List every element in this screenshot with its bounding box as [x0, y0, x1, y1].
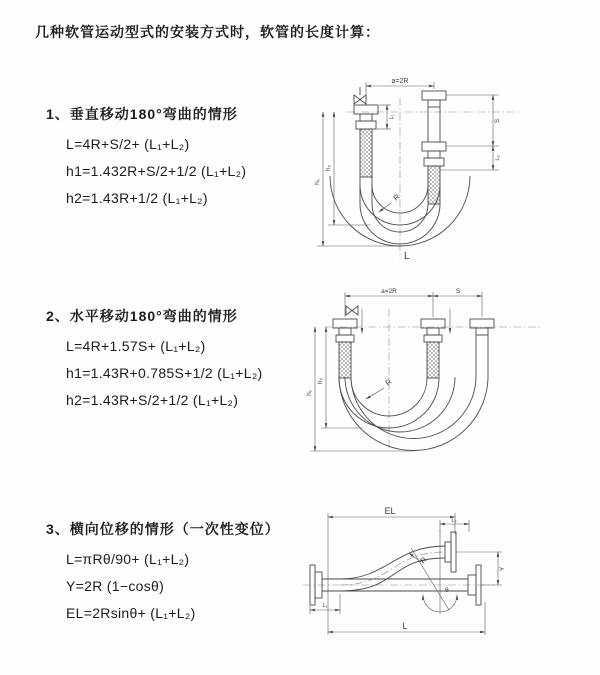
section-vertical-180 — [46, 104, 246, 212]
hose-u-bend — [339, 376, 488, 451]
braid-section — [360, 129, 372, 177]
formula-l: L=4R+1.57S+ (L₁+L₂) — [66, 338, 206, 354]
hose-s-curve — [340, 532, 456, 591]
dim-label-l: L — [402, 621, 408, 631]
radius-label: R — [391, 192, 402, 203]
section-3-heading: 3、横向位移的情形（一次性变位） — [46, 521, 280, 537]
dim-label-a2r: a=2R — [391, 78, 409, 85]
dim-label-l1: L₁ — [322, 603, 328, 609]
formula-l: L=πRθ/90+ (L₁+L₂) — [66, 551, 190, 567]
angle-label: θ — [445, 587, 449, 594]
formula-h2: h2=1.43R+S/2+1/2 (L₁+L₂) — [66, 392, 239, 408]
dim-label-h1: h₁ — [306, 390, 313, 396]
left-fitting — [333, 319, 357, 378]
section-1-heading: 1、垂直移动180°弯曲的情形 — [46, 106, 238, 122]
dim-label-h2: h₂ — [317, 377, 324, 385]
right-fitting — [422, 91, 446, 204]
dim-label-l2: L₂ — [451, 518, 457, 524]
upper-flange — [451, 532, 456, 572]
section-2-heading: 2、水平移动180°弯曲的情形 — [46, 308, 238, 324]
radius-label: R — [418, 555, 429, 566]
formula-h1: h1=1.43R+0.785S+1/2 (L₁+L₂) — [66, 365, 263, 381]
page-title: 几种软管运动型式的安装方式时，软管的长度计算： — [35, 24, 380, 40]
braid-section — [339, 342, 351, 378]
right-fitting — [470, 319, 494, 376]
dim-label-l2: L₂ — [495, 155, 501, 161]
braid-section — [427, 342, 439, 378]
diagram-lateral-displacement — [295, 502, 575, 642]
formula-h2: h2=1.43R+1/2 (L₁+L₂) — [66, 190, 208, 206]
dim-label-y: Y — [499, 566, 506, 572]
diagram-horizontal-180 — [300, 281, 570, 471]
formula-y: Y=2R (1−cosθ) — [66, 578, 165, 594]
middle-fitting — [421, 319, 445, 378]
radius-label: R — [383, 377, 394, 388]
section-horizontal-180 — [46, 306, 263, 414]
valve-icon — [346, 306, 358, 315]
dim-label-a2r: a=2R — [381, 288, 397, 295]
dim-label-l1: L₁ — [389, 114, 395, 120]
dim-label-h2: h₂ — [325, 164, 332, 172]
dim-label-s: S — [494, 118, 501, 124]
section-lateral-displacement — [46, 519, 280, 627]
length-label: L — [404, 251, 410, 262]
diagram-vertical-180 — [303, 60, 553, 265]
formula-h1: h1=1.432R+S/2+1/2 (L₁+L₂) — [66, 163, 247, 179]
valve-icon — [354, 95, 366, 104]
dim-label-s: S — [455, 288, 461, 295]
formula-el: EL=2Rsinθ+ (L₁+L₂) — [66, 605, 196, 621]
dim-label-el: EL — [384, 506, 396, 516]
dim-label-h1: h₁ — [314, 179, 321, 185]
left-fitting — [354, 105, 378, 177]
radius-leader — [366, 388, 384, 399]
formula-l: L=4R+S/2+ (L₁+L₂) — [66, 136, 190, 152]
